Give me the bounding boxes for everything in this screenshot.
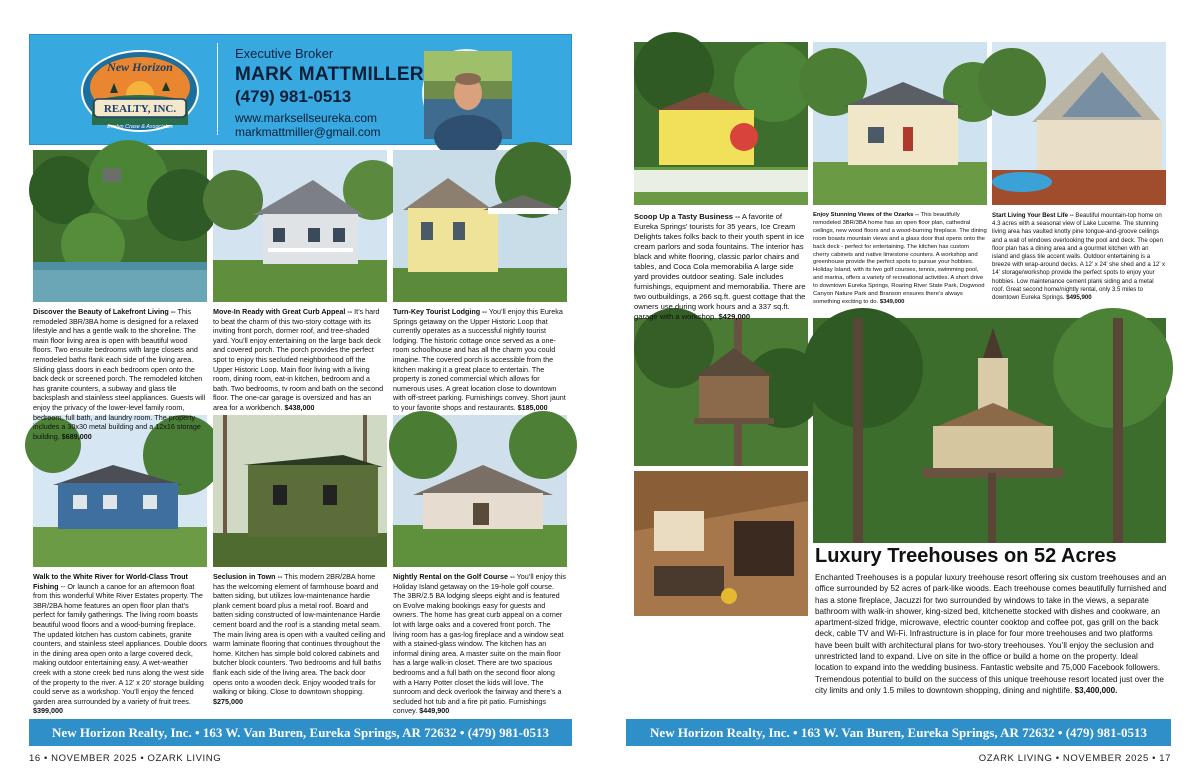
broker-title: Executive Broker xyxy=(235,46,334,61)
golf-course-home-photo xyxy=(393,415,567,567)
historic-cottage-photo xyxy=(393,150,567,302)
listing-description: Discover the Beauty of Lakefront Living -- This remodeled 3BR/3BA home is designed for a relaxed lifestyle and has a gentle walk to the shoreline. The main floor living area is open with beautiful wood floors. Two ensuite bedrooms with large closets and remodeled baths flank each side of the living area. Sliding glass doors in each bedroom open onto the back deck or screened porch. The remodeled kitchen has granite counters, a subway and glass tile backsplash and stainless steel appliances. Guests will enjoy the privacy of the lower-level family room, bedroom, full bath, and laundry room. The property includes a 30x30 metal building and a 12x16 storage building. $689,000 xyxy=(33,307,206,441)
listing-description: Seclusion in Town -- This modern 2BR/2BA home has the welcoming element of farmhouse board and batten siding, but utilizes low-maintenance hardie plank cement board plus a metal roof. Board and batten siding constructed of low-maintenance Hardie cement board and the roof is a standing metal seam. The main living area is open with a vaulted ceiling and warm laminate flooring that continues throughout the home. Kitchen has simple bold colored cabinets and butcher block counters. Two bedrooms and full baths flank each side of the living area. The back door opens onto a wooden deck. Enjoy wooded trails for walking or biking. Close to downtown shopping. $275,000 xyxy=(213,572,386,706)
broker-phone[interactable]: (479) 981-0513 xyxy=(235,87,352,106)
contact-band-left: New Horizon Realty, Inc. • 163 W. Van Buren, Eureka Springs, AR 72632 • (479) 981-0513 xyxy=(29,719,572,746)
luxury-treehouse-photo xyxy=(813,318,1166,543)
listing-description: Turn-Key Tourist Lodging -- You’ll enjoy this Eureka Springs getaway on the Upper Historic Loop that currently operates as a successful nightly tourist lodging. The historic cottage once served as a one-room schoolhouse and has all the charm you could imagine. The covered porch is accessible from the kitchen making it a great place to entertain. The property is zoned commercial which allows for numerous uses. A great location close to downtown with off-street parking. Furnishings convey. Short jaunt to your favorite shops and restaurants. $185,000 xyxy=(393,307,566,412)
broker-portrait xyxy=(422,49,510,137)
listing-description: Nightly Rental on the Golf Course -- You’ll enjoy this Holiday Island getaway on the 19-hole golf course. The 3BR/2.5 BA lodging sleeps eight and is featured on Evolve making bookings easy for guests and owners. The home has great curb appeal on a corner lot with large oaks and a covered front porch. The living room has a gas-log fireplace and a window seat with a stained-glass window. The kitchen has an informal dining area. A master suite on the main floor has a large walk-in closet. There are two spacious bedrooms and a full bath on the second floor along with a Harry Potter closet the kids will love. The sunroom and deck overlook the fairway and there’s a secluded hot tub and a fire pit patio. Furnishings convey. $449,900 xyxy=(393,572,566,716)
broker-name: MARK MATTMILLER xyxy=(235,64,424,85)
broker-website[interactable]: www.marksellseureka.com xyxy=(235,111,378,125)
listing-description: Enjoy Stunning Views of the Ozarks -- This beautifully remodeled 3BR/3BA home has an open floor plan, cathedral ceilings, new wood floors and a wood-burning fireplace. The dining room boasts mountain views and a glass door that opens onto the back deck - perfect for entertaining. The kitchen has custom cherry cabinets and native limestone counters. A workshop and greenhouse provide the perfect spots to pursue your hobbies. Holiday Island, with its two golf courses, tennis, swimming pool, and marina, offers a variety of recreational activities. A short drive to downtown Eureka Springs, Roaring River State Park, Dogwood Canyon Nature Park and Branson ensures there’s always something exciting to do. $349,000 xyxy=(813,212,987,305)
page-footer-right: OZARK LIVING • NOVEMBER 2025 • 17 xyxy=(978,753,1171,764)
broker-header xyxy=(29,34,572,145)
svg-text:New Horizon: New Horizon xyxy=(107,60,173,74)
ozarks-view-home-photo xyxy=(813,42,987,205)
svg-text:Evelyn Crase & Associates: Evelyn Crase & Associates xyxy=(107,124,173,130)
lakefront-home-photo xyxy=(33,150,207,302)
contact-band-right: New Horizon Realty, Inc. • 163 W. Van Buren, Eureka Springs, AR 72632 • (479) 981-0513 xyxy=(626,719,1171,746)
broker-email[interactable]: markmattmiller@gmail.com xyxy=(235,125,381,139)
svg-text:REALTY, INC.: REALTY, INC. xyxy=(103,103,177,115)
mountain-top-home-photo xyxy=(992,42,1166,205)
treehouse-interior-photo xyxy=(634,471,808,616)
ice-cream-parlor-photo xyxy=(634,42,808,205)
listing-description: Scoop Up a Tasty Business -- A favorite of Eureka Springs’ tourists for 35 years, Ice Cream Delights takes folks back to their youth spent in ice cream parlors and soda fountains. The interior has black and white flooring, classic parlor chairs and tables, and Coca Cola memorabilia A large side yard provides outdoor seating. Sale includes furnishings, equipment and memorabilia. There are two outbuildings, a 266 sq.ft. guest cottage that the owners use during work hours and a 337 sq.ft. garage with a workshop. $429,000 xyxy=(634,212,806,321)
treehouse-exterior-photo xyxy=(634,318,808,466)
board-batten-home-photo xyxy=(213,415,387,567)
page-footer-left: 16 • NOVEMBER 2025 • OZARK LIVING xyxy=(29,753,222,764)
listing-description: Start Living Your Best Life -- Beautiful mountain-top home on 4.3 acres with a seasonal view of Lake Lucerne. The stunning living area has vaulted knotty pine tongue-and-groove ceilings and a wall of windows overlooking the pool and deck. The open floor plan has a dining area and a gourmet kitchen with an island and glass tile accent walls. Outdoor entertaining is a breeze with wrap-around decks. A 12’ x 24’ she shed and a 12’ x 14’ storage/workshop provide the perfect spots to enjoy your hobbies. Low maintenance cement plank siding and a metal roof. Great second home/nightly rental, only 3.5 miles to downtown Eureka Springs. $495,900 xyxy=(992,212,1166,302)
listing-description: Walk to the White River for World-Class Trout Fishing -- Or launch a canoe for an afternoon float from this wonderful White River Estates property. The 3BR/2BA home features an open floor plan that’s perfect for family gatherings. The living room boasts beautiful wood floors and a wood-burning fireplace. The updated kitchen has custom cabinets, granite counters, and stainless steel appliances. Double doors in the dining area open onto a large covered deck, making outdoor entertaining easy. A wet-weather creek with a stone creek bed runs along the west side of the property to the river. A 12’ x 20’ storage building could serve as a workshop. You’ll enjoy the fenced garden area surrounded by a variety of fruit trees. $399,000 xyxy=(33,572,207,716)
listing-description: Move-In Ready with Great Curb Appeal -- It’s hard to beat the charm of this two-story cottage with its inviting front porch, dormer roof, and tree-shaded yard. You’ll enjoy entertaining on the large back deck and covered porch. The porch provides the perfect spot to enjoy this secluded neighborhood off the Upper Historic Loop. Main floor living with a living room, dining room, eat-in kitchen, bedroom and a bath. Two bedrooms, tv room and bath on the second floor. The one-car garage is oversized and has an area for a workbench. $438,000 xyxy=(213,307,384,412)
header-divider xyxy=(217,43,218,135)
two-story-cottage-photo xyxy=(213,150,387,302)
feature-description: Enchanted Treehouses is a popular luxury treehouse resort offering six custom treehouses and an office surrounded by 52 acres of park-like woods. Each treehouse comes beautifully furnished and has a stone fireplace, Jacuzzi for two surrounded by windows to take in the views, a separate bathroom with walk-in shower, king-sized bed, kitchenette stocked with dishes and cookware, an apartment-sized fridge, microwave, electric counter cooktop and coffee pot, gas grill on the back deck, cable TV and Wi-Fi. Infrastructure is in place for four more treehouses and two platforms have been built with architectural plans for two-story treehouses. You’ll enjoy the seclusion and unrestricted land to expand. Live on site in the office or build a home on the property. Ideal location to expand into the wedding business. Fantastic website and 75,000 Facebook followers. Tremendous potential to build on the success of this unique treehouse resort located just over the city limits and only 1.5 miles to downtown shopping, dining and nightlife. $3,400,000. xyxy=(815,573,1167,695)
new-horizon-logo xyxy=(80,45,200,137)
feature-title: Luxury Treehouses on 52 Acres xyxy=(815,545,1117,567)
